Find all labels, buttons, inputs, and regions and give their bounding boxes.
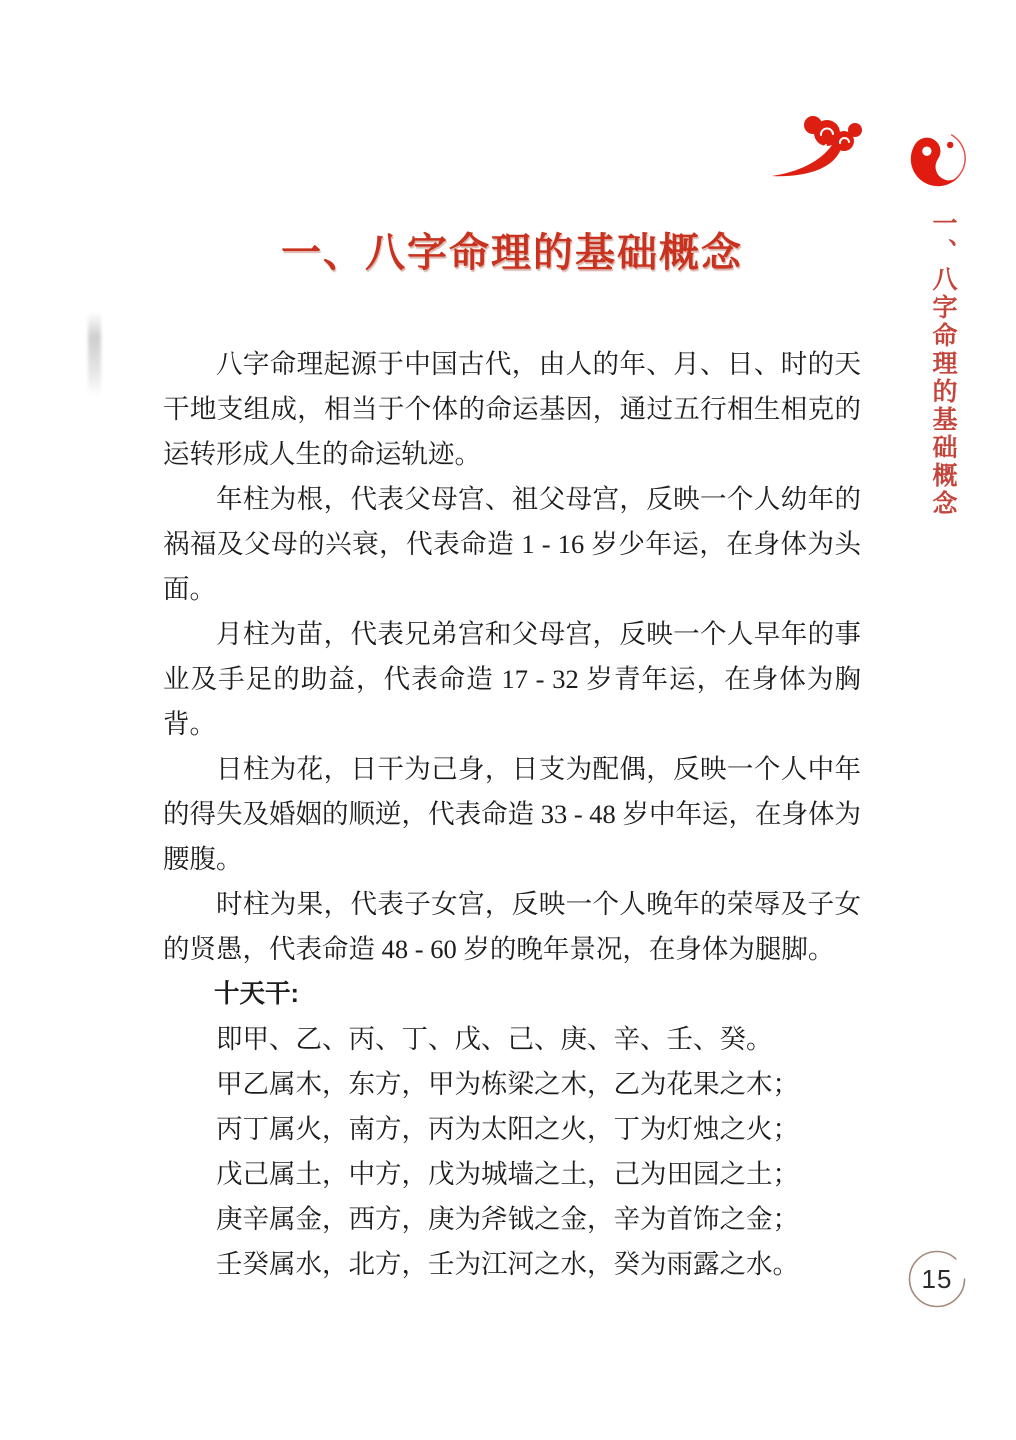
paragraph-year-pillar: 年柱为根，代表父母宫、祖父母宫，反映一个人幼年的祸福及父母的兴衰，代表命造 1 - 16 岁少年运，在身体为头面。 <box>163 484 861 604</box>
element-line-wood: 甲乙属木，东方，甲为栋梁之木，乙为花果之木； <box>216 1069 799 1099</box>
paragraph-hour-pillar: 时柱为果，代表子女宫，反映一个人晚年的荣辱及子女的贤愚，代表命造 48 - 60 岁的晚年景况，在身体为腿脚。 <box>163 889 861 964</box>
page-number-badge <box>906 1250 968 1308</box>
element-line-water: 壬癸属水，北方，壬为江河之水，癸为雨露之水。 <box>216 1249 799 1279</box>
element-line-fire: 丙丁属火，南方，丙为太阳之火，丁为灯烛之火； <box>216 1114 799 1144</box>
paragraph-month-pillar: 月柱为苗，代表兄弟宫和父母宫，反映一个人早年的事业及手足的助益，代表命造 17 - 32 岁青年运，在身体为胸背。 <box>163 619 861 739</box>
body-text <box>163 342 861 1287</box>
scan-artifact <box>88 312 101 396</box>
ten-stems-heading: 十天干: <box>214 980 299 1008</box>
paragraph-day-pillar: 日柱为花，日干为己身，日支为配偶，反映一个人中年的得失及婚姻的顺逆，代表命造 33 - 48 岁中年运，在身体为腰腹。 <box>163 754 861 874</box>
taiji-yin-yang-icon <box>908 129 968 189</box>
element-line-metal: 庚辛属金，西方，庚为斧钺之金，辛为首饰之金； <box>216 1204 799 1234</box>
page-title: 一、八字命理的基础概念 <box>281 230 743 275</box>
sidebar-vertical-title: 一、八字命理的基础概念 <box>929 210 956 518</box>
page-number: 15 <box>921 1263 953 1294</box>
auspicious-cloud-icon <box>770 110 864 182</box>
ten-stems-list: 即甲、乙、丙、丁、戊、己、庚、辛、壬、癸。 <box>216 1024 773 1054</box>
element-line-earth: 戊己属土，中方，戊为城墙之土，己为田园之土； <box>216 1159 799 1189</box>
paragraph-intro: 八字命理起源于中国古代，由人的年、月、日、时的天干地支组成，相当于个体的命运基因，通过五行相生相克的运转形成人生的命运轨迹。 <box>163 349 861 469</box>
